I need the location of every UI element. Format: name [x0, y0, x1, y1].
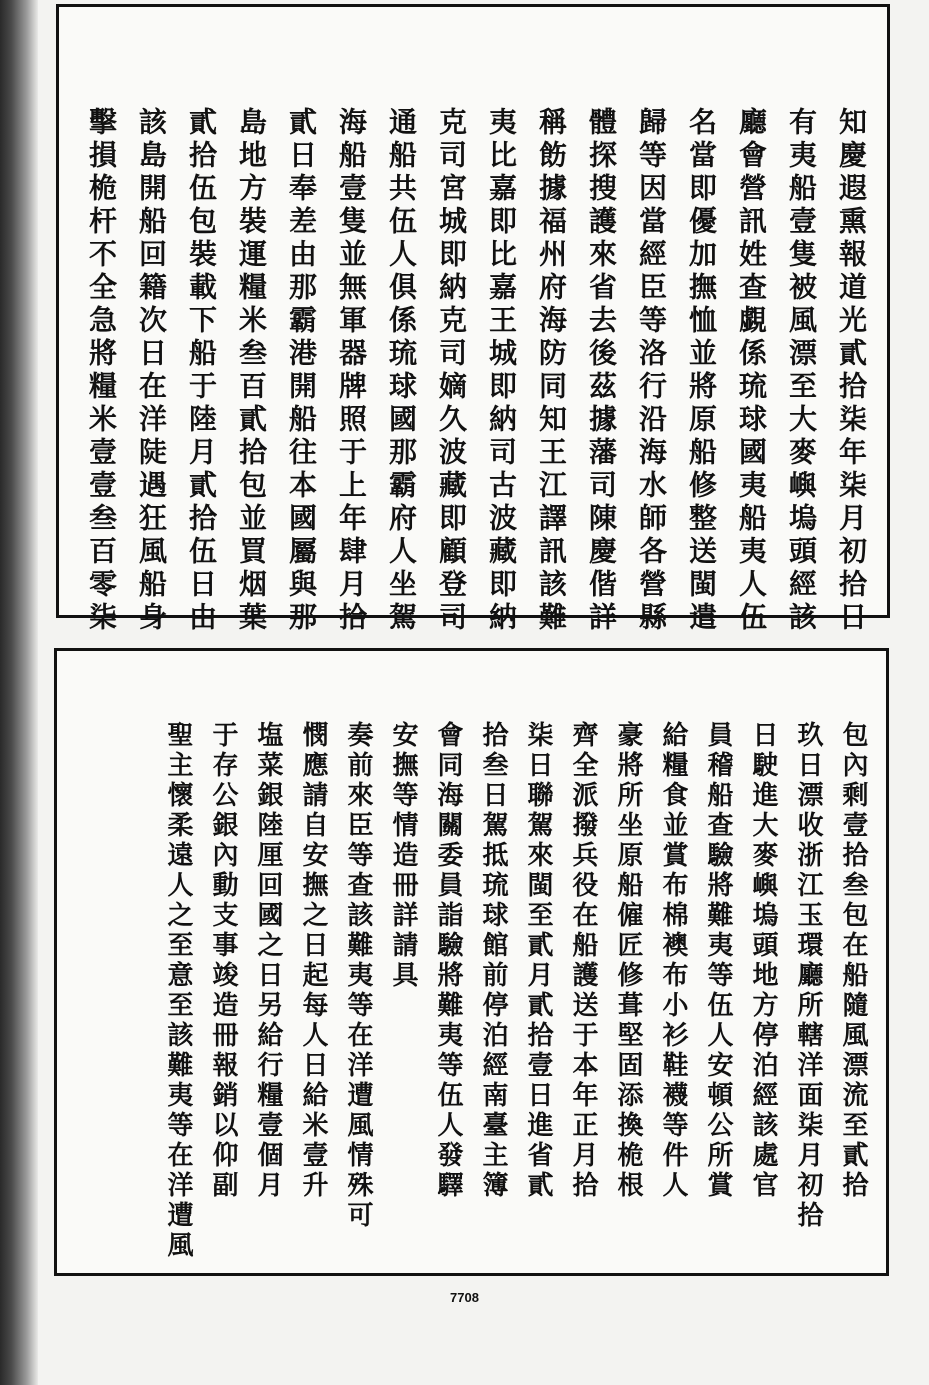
text-column: 會同海關委員詣驗將難夷等伍人發驛 — [433, 721, 463, 1201]
text-column: 擊損桅杆不全急將糧米壹壹叁百零柒 — [85, 107, 118, 635]
text-column: 通船共伍人俱係琉球國那霸府人坐駕 — [385, 107, 418, 635]
text-column: 貳拾伍包裝載下船于陸月貳拾伍日由 — [185, 107, 218, 635]
text-column: 于存公銀內動支事竣造冊報銷以仰副 — [208, 721, 238, 1201]
text-column: 夷比嘉即比嘉王城即納司古波藏即納 — [485, 107, 518, 635]
text-column: 知慶遐熏報道光貳拾柒年柒月初拾日 — [835, 107, 868, 635]
text-column: 柒日聯駕來閩至貳月貳拾壹日進省貳 — [523, 721, 553, 1201]
text-column: 貳日奉差由那霸港開船往本國屬與那 — [285, 107, 318, 635]
text-column: 廳會營訊姓查覷係琉球國夷船夷人伍 — [735, 107, 768, 635]
text-column: 該島開船回籍次日在洋陡遇狂風船身 — [135, 107, 168, 635]
top-document-panel — [56, 4, 890, 635]
top-text-columns — [83, 107, 869, 635]
text-column: 豪將所坐原船僱匠修葺堅固添換桅根 — [613, 721, 643, 1201]
text-column: 奏前來臣等查該難夷等在洋遭風情殊可 — [343, 721, 373, 1231]
bottom-document-panel — [54, 648, 889, 1276]
text-column: 稱飭據福州府海防同知王江譯訊該難 — [535, 107, 568, 635]
text-column: 名當即優加撫恤並將原船修整送閩遣 — [685, 107, 718, 635]
text-column: 體探搜護來省去後茲據藩司陳慶偕詳 — [585, 107, 618, 635]
text-column: 給糧食並賞布棉襖布小衫鞋襪等件人 — [658, 721, 688, 1201]
text-column: 海船壹隻並無軍器牌照于上年肆月拾 — [335, 107, 368, 635]
text-column: 歸等因當經臣等洛行沿海水師各營縣 — [635, 107, 668, 635]
text-column: 包內剩壹拾叁包在船隨風漂流至貳拾 — [838, 721, 868, 1201]
text-column: 克司宮城即納克司嫡久波藏即顧登司 — [435, 107, 468, 635]
text-column: 塩菜銀陸厘回國之日另給行糧壹個月 — [253, 721, 283, 1201]
text-column: 島地方裝運糧米叁百貳拾包並買烟葉 — [235, 107, 268, 635]
text-column: 安撫等情造冊詳請具 — [388, 721, 418, 991]
text-column: 員稽船查驗將難夷等伍人安頓公所賞 — [703, 721, 733, 1201]
text-column: 有夷船壹隻被風漂至大麥嶼塢頭經該 — [785, 107, 818, 635]
text-column: 日駛進大麥嶼塢頭地方停泊經該處官 — [748, 721, 778, 1201]
text-column: 齊全派撥兵役在船護送于本年正月拾 — [568, 721, 598, 1201]
book-spine-shadow — [0, 0, 38, 1385]
bottom-text-columns — [161, 721, 870, 1261]
text-column: 憫應請自安撫之日起每人日給米壹升 — [298, 721, 328, 1201]
text-column: 聖主懷柔遠人之至意至該難夷等在洋遭風 — [163, 721, 193, 1261]
text-column: 玖日漂收浙江玉環廳所轄洋面柒月初拾 — [793, 721, 823, 1231]
text-column: 拾叁日駕抵琉球館前停泊經南臺主簿 — [478, 721, 508, 1201]
page-number: 7708 — [450, 1290, 479, 1305]
